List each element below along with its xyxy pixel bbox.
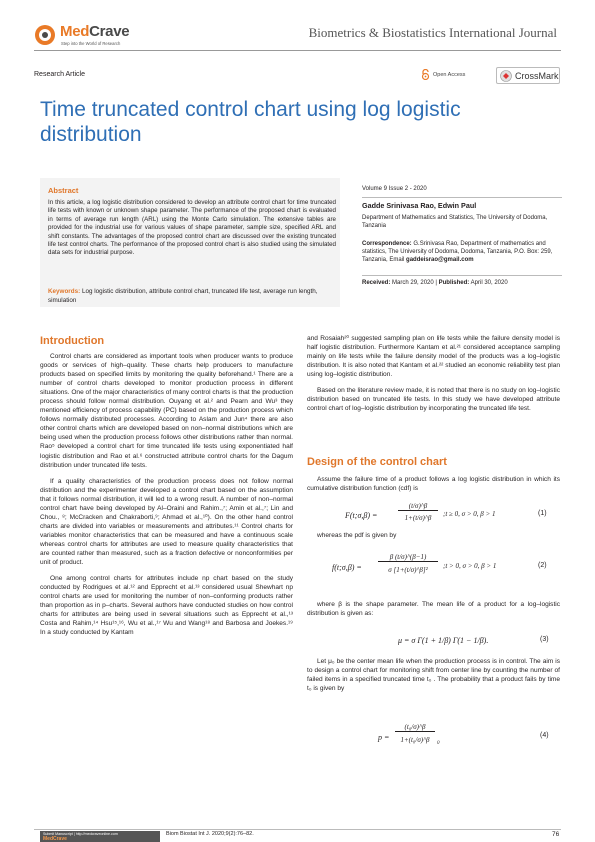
equation-4-lhs: p = xyxy=(378,733,390,742)
open-access-badge[interactable] xyxy=(421,69,465,80)
logo-tagline: Step into the World of Research xyxy=(61,41,121,46)
correspondence-label: Correspondence: xyxy=(362,241,412,247)
equation-1-lhs: F(t;σ,β) = xyxy=(345,511,378,520)
medcrave-logo-icon xyxy=(34,24,56,46)
submit-manuscript-banner[interactable] xyxy=(40,831,160,842)
equation-1-number: (1) xyxy=(538,510,547,517)
design-paragraph-1 xyxy=(307,475,560,500)
abstract-text: In this article, a log logistic distribution considered to develop an attribute control chart for time truncated life tests with known or unknown shape parameter. The performance of the proposed chart is evaluated in terms of average run length (ARL) using the Monte Carlo simulation. The extensive tables are provided for the industrial use for various values of shape parameter, sample size, specified ARL and shift constants. The advantages of the proposed control chart are discussed over the existing truncated life test control charts. The performance of the proposed control chart is also studied using the simulated data sets for industrial purpose. xyxy=(48,199,336,257)
crossmark-button[interactable] xyxy=(496,67,560,84)
equation-2-lhs: f(t;σ,β) = xyxy=(332,563,362,572)
equation-4-denominator: 1+(t₀/σ)^β xyxy=(400,736,430,744)
crossmark-label: CrossMark xyxy=(515,70,559,81)
pdf-intro xyxy=(307,531,560,547)
crossmark-icon xyxy=(500,70,512,82)
equation-4-subscript: 0 xyxy=(437,741,440,746)
sidebar-divider xyxy=(362,197,562,198)
submit-brand: MedCrave xyxy=(43,836,67,842)
design-heading: Design of the control chart xyxy=(307,456,447,468)
mean-life-text: Let μ₀ be the center mean life when the production process is in control. The aim is to design a control chart for monitoring shift from center line by counting the number of failed items in a specified truncated time t₀ . The probability that a product fails by time t₀ is given by xyxy=(307,658,560,693)
mean-life-paragraph xyxy=(307,657,560,700)
medcrave-logo[interactable] xyxy=(34,22,144,50)
journal-name: Biometrics & Biostatistics International Journal xyxy=(308,25,557,40)
equation-4-number: (4) xyxy=(540,732,549,739)
intro-paragraph-3: One among control charts for attributes include np chart based on the study conducted by Rodrigues et al.¹² and Epprecht et al.¹³ considered usual Shewhart np control charts are used for monitoring the number of non–conforming products rather than proportion as in p–charts. Several authors have conducted studies on how control charts for attributes are being used in several situations such as Epprecht et al.,¹³ Costa and Rahim,¹⁴ Hsu¹⁵,¹⁶, Wu et al.,¹⁷ Wu and Wang¹⁸ and Barbosa and Joekes.¹⁹ In a study conducted by Kantam xyxy=(40,575,293,637)
left-column xyxy=(40,352,293,644)
right-paragraph-2: Based on the literature review made, it is noted that there is no study on log–logistic distribution based on truncated life tests. In this study we have developed attribute control chart of log–logistic distribution by incorporating the truncated life test. xyxy=(307,387,560,413)
volume-info: Volume 9 Issue 2 - 2020 xyxy=(362,186,427,192)
equation-2-numerator: β (t/σ)^(β−1) xyxy=(378,553,438,562)
abstract-heading: Abstract xyxy=(48,186,79,195)
equation-1-condition: ;t ≥ 0, σ > 0, β > 1 xyxy=(443,510,496,518)
header-divider xyxy=(34,50,561,51)
keywords-label: Keywords: xyxy=(48,288,81,295)
introduction-heading: Introduction xyxy=(40,335,105,347)
intro-paragraph-2: If a quality characteristics of the production process does not follow normal distribution and the experimenter developed a control chart based on the assumption that it follows normal distribution, it will led to a wrong result. A number of non–normal control chart have being developed by Al–Oraini and Rahim.,⁷; Amin et al.,⁷; Lin and Chou., ⁸; McCracken and Chakraborti,⁹; Ahmad et al.,¹⁰). On the other hand control charts are divided into variables or measurements and attributes.¹¹ Control charts for variables monitor characteristics that can be measured and have a continuous scale whereas control charts for attributes are used to measure quality characteristics that are counted rather than measured, such as a fraction defective or nonconformities per unit of product. xyxy=(40,477,293,567)
dates: Received: March 29, 2020 | Published: April 30, 2020 xyxy=(362,280,508,286)
intro-paragraph-1: Control charts are considered as important tools when producer wants to produce goods or services of high–quality. These charts help producers to manufacture products based on specified limits by monitoring the quality beforehand.¹ There are a number of control charts developed to monitor production process in different situations. One of the major characteristics of many control charts is that the production process should follow normal distribution. Ouyang et al.² and Pearn and Wu³ they mentioned efficiency of process capability (PC) based on the production process which follows normally distributed processes. According to Aslam and Jun⁴ there are also other control charts which are developed based on non–normal distributions which are being used when the production process follows other distributions rather than normal. Rao⁵ developed a control chart for time truncated life tests using exponentiated half logistic distribution and Rao et al.⁶ constructed attribute control charts for the Dagum distribution under truncated life tests. xyxy=(40,353,293,469)
logo-wordmark: MedCrave xyxy=(60,23,130,40)
article-title: Time truncated control chart using log logistic distribution xyxy=(40,98,461,146)
keywords xyxy=(48,288,336,305)
authors: Gadde Srinivasa Rao, Edwin Paul xyxy=(362,201,477,210)
sidebar-divider-2 xyxy=(362,275,562,276)
design-text-1: Assume the failure time of a product follows a log logistic distribution in which its cumulative distribution function (cdf) is xyxy=(307,476,560,493)
citation: Biom Biostat Int J. 2020;9(2):76‒82. xyxy=(166,831,254,837)
published-date: April 30, 2020 xyxy=(470,280,508,286)
article-type: Research Article xyxy=(34,71,85,78)
equation-1-denominator: 1+(t/σ)^β xyxy=(404,514,432,522)
shape-paragraph xyxy=(307,600,560,625)
keywords-text: Log logistic distribution, attribute control chart, truncated life test, average run length, simulation xyxy=(48,288,318,304)
shape-text: where β is the shape parameter. The mean life of a product for a log–logistic distribution is given as: xyxy=(307,601,560,618)
submit-text: Submit Manuscript | http://medcraveonline.com xyxy=(43,832,118,836)
correspondence xyxy=(362,240,562,265)
right-column-top xyxy=(307,334,560,420)
received-date: March 29, 2020 xyxy=(392,280,434,286)
right-paragraph-1: and Rosaiah²⁰ suggested sampling plan on life tests while the failure density model is half logistic distribution. Furthermore Kantam et al.²¹ considered acceptance sampling mainly on life tests while the failure density model of the products was a log–logistic distribution. It is also noted that Kantam et al.²² studied an economic reliability test plan using log–logistic distribution. xyxy=(307,335,560,379)
affiliation: Department of Mathematics and Statistics, The University of Dodoma, Tanzania xyxy=(362,215,548,230)
equation-1-numerator: (t/σ)^β xyxy=(398,502,438,511)
open-access-label: Open Access xyxy=(433,71,466,78)
correspondence-email[interactable]: gaddeisrao@gmail.com xyxy=(406,257,474,264)
equation-2-denominator: σ [1+(t/σ)^β]² xyxy=(388,566,428,574)
equation-2-condition: ;t > 0, σ > 0, β > 1 xyxy=(443,562,497,570)
equation-2-number: (2) xyxy=(538,562,547,569)
equation-3: μ = σ Γ(1 + 1/β) Γ(1 − 1/β). xyxy=(398,636,489,645)
pdf-intro-text: whereas the pdf is given by xyxy=(317,532,397,539)
open-access-icon xyxy=(421,69,430,80)
equation-3-number: (3) xyxy=(540,636,549,643)
page-number: 76 xyxy=(552,831,560,838)
correspondence-text: G.Srinivasa Rao, Department of mathematics and statistics, The University of Dodoma, Dodoma, Tanzania, P.O. Box: 259, Tanzania, Email xyxy=(362,241,553,264)
equation-4-numerator: (t₀/σ)^β xyxy=(395,723,435,732)
footer-divider xyxy=(34,829,561,830)
received-label: Received: xyxy=(362,280,391,286)
published-label: Published: xyxy=(438,280,470,286)
